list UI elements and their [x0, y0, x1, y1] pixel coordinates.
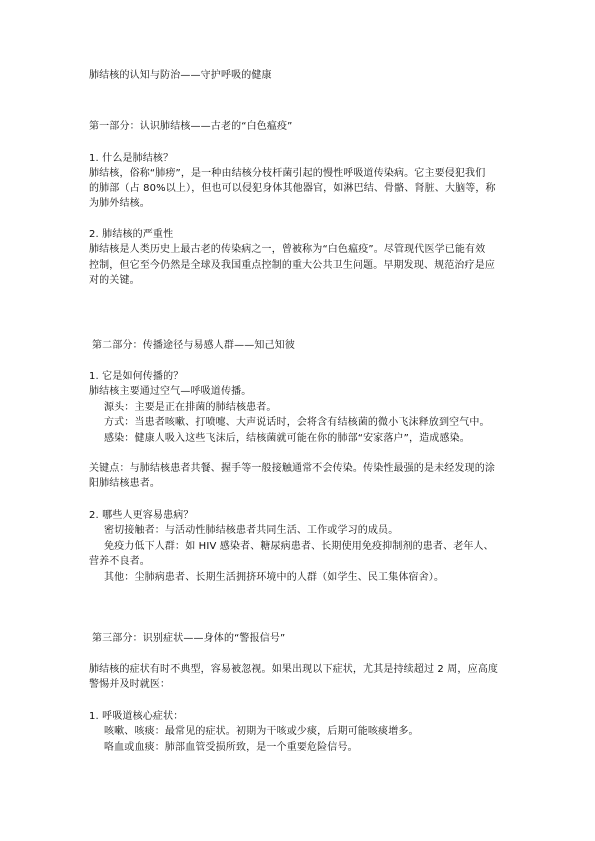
list-item: 咳嗽、咳痰：最常见的症状。初期为干咳或少痰，后期可能咳痰增多。 [104, 726, 419, 737]
list-item: 咯血或血痰：肺部血管受损所致，是一个重要危险信号。 [104, 742, 358, 753]
list-item: 源头：主要是正在排菌的肺结核患者。 [104, 402, 277, 413]
list-item: 免疫力低下人群：如 HIV 感染者、糖尿病患者、长期使用免疫抑制剂的患者、老年人、 [104, 541, 494, 552]
list-item: 方式：当患者咳嗽、打喷嚏、大声说话时，会将含有结核菌的微小飞沫释放到空气中。 [104, 417, 490, 428]
part1-heading: 第一部分：认识肺结核——古老的“白色瘟疫” [89, 121, 293, 132]
paragraph-line: 警惕并及时就医： [89, 679, 171, 690]
paragraph-line: 为肺外结核。 [89, 198, 150, 209]
part1-q1-heading: 1. 什么是肺结核？ [89, 153, 174, 164]
part3-q1-heading: 1. 呼吸道核心症状： [89, 711, 184, 722]
part2-heading: 第二部分：传播途径与易感人群——知己知彼 [92, 340, 295, 351]
key-point-line: 关键点：与肺结核患者共餐、握手等一般接触通常不会传染。传染性最强的是未经发现的涂 [89, 463, 495, 474]
paragraph-line: 肺结核，俗称“肺痨”，是一种由结核分枝杆菌引起的慢性呼吸道传染病。它主要侵犯我们 [89, 168, 486, 179]
part2-q1-heading: 1. 它是如何传播的？ [89, 371, 184, 382]
paragraph-line: 控制，但它至今仍然是全球及我国重点控制的重大公共卫生问题。早期发现、规范治疗是应 [89, 260, 495, 271]
list-item-continuation: 营养不良者。 [89, 556, 150, 567]
key-point-line: 阳肺结核患者。 [89, 478, 161, 489]
list-item: 密切接触者：与活动性肺结核患者共同生活、工作或学习的成员。 [104, 525, 399, 536]
part3-heading: 第三部分：识别症状——身体的“警报信号” [92, 633, 286, 644]
part2-q2-heading: 2. 哪些人更容易患病？ [89, 510, 194, 521]
document-title: 肺结核的认知与防治——守护呼吸的健康 [89, 70, 272, 81]
list-item: 感染：健康人吸入这些飞沫后，结核菌就可能在你的肺部“安家落户”，造成感染。 [104, 433, 470, 444]
paragraph-line: 肺结核的症状有时不典型，容易被忽视。如果出现以下症状，尤其是持续超过 2 周，应高度 [89, 664, 499, 675]
paragraph-line: 对的关键。 [89, 275, 140, 286]
paragraph-line: 的肺部（占 80%以上），但也可以侵犯身体其他器官，如淋巴结、骨骼、肾脏、大脑等，称 [89, 183, 496, 194]
paragraph-line: 肺结核主要通过空气—呼吸道传播。 [89, 386, 252, 397]
list-item: 其他：尘肺病患者、长期生活拥挤环境中的人群（如学生、民工集体宿舍）。 [104, 572, 445, 583]
part1-q2-heading: 2. 肺结核的严重性 [89, 229, 174, 240]
paragraph-line: 肺结核是人类历史上最古老的传染病之一，曾被称为“白色瘟疫”。尽管现代医学已能有效 [89, 244, 486, 255]
